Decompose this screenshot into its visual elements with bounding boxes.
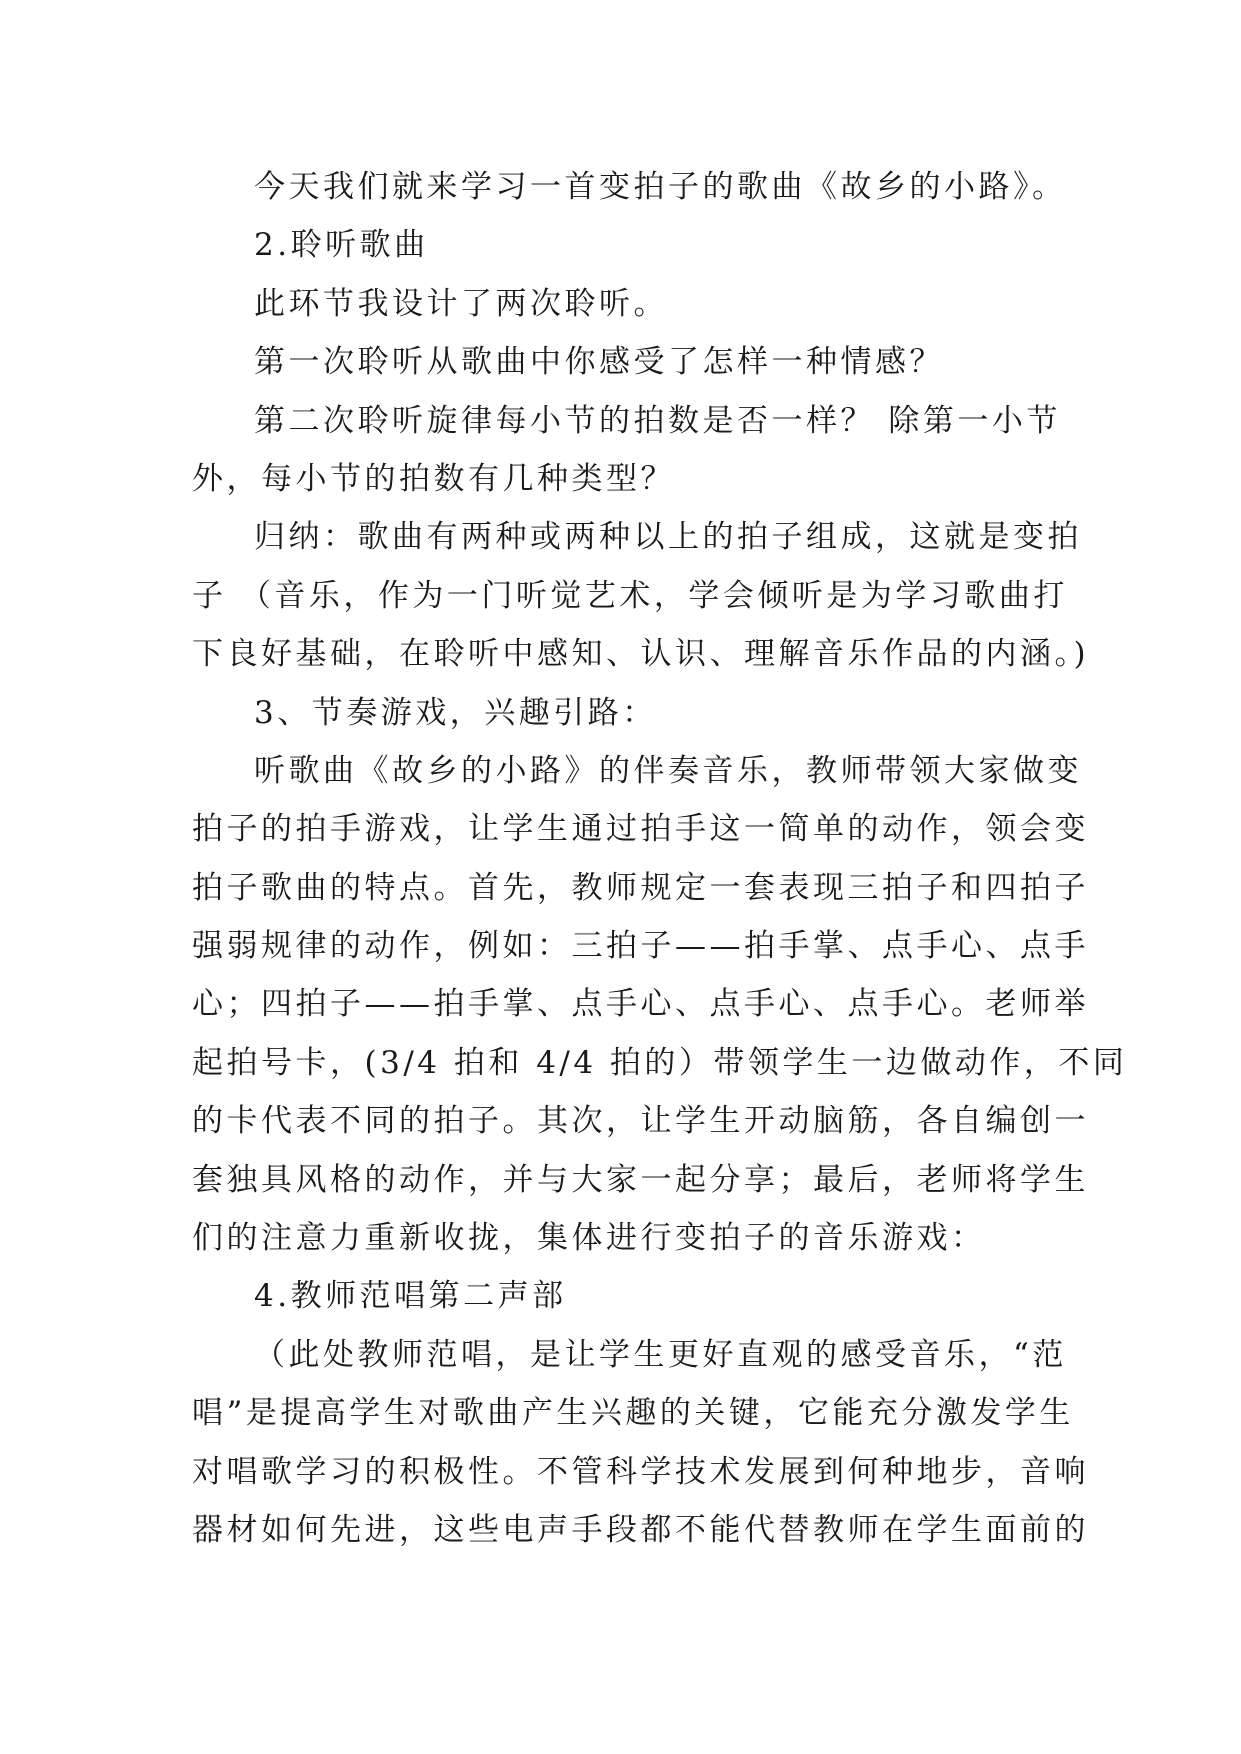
section-heading: 2.聆听歌曲 [254, 227, 429, 264]
text-line: 听歌曲《故乡的小路》的伴奏音乐，教师带领大家做变 [254, 752, 1082, 789]
text-line: 对唱歌学习的积极性。不管科学技术发展到何种地步，音响 [192, 1453, 1089, 1490]
text-line: 第一次聆听从歌曲中你感受了怎样一种情感？ [254, 344, 944, 381]
text-line: 拍子歌曲的特点。首先，教师规定一套表现三拍子和四拍子 [192, 869, 1089, 906]
text-line: 起拍号卡，(3/4 拍和 4/4 拍的）带领学生一边做动作，不同 [192, 1044, 1128, 1081]
text-line: 的卡代表不同的拍子。其次，让学生开动脑筋，各自编创一 [192, 1103, 1089, 1140]
text-line: （此处教师范唱，是让学生更好直观的感受音乐，“范 [254, 1336, 1067, 1373]
text-line: 强弱规律的动作，例如：三拍子——拍手掌、点手心、点手 [192, 928, 1089, 965]
section-heading: 3、节奏游戏，兴趣引路： [254, 694, 657, 731]
text-line: 外，每小节的拍数有几种类型？ [192, 460, 675, 497]
text-line: 归纳：歌曲有两种或两种以上的拍子组成，这就是变拍 [254, 519, 1082, 556]
text-line: 第二次聆听旋律每小节的拍数是否一样？ 除第一小节 [254, 402, 1061, 439]
text-line: 拍子的拍手游戏，让学生通过拍手这一简单的动作，领会变 [192, 811, 1089, 848]
text-line: 唱”是提高学生对歌曲产生兴趣的关键，它能充分激发学生 [192, 1395, 1074, 1432]
document-body [192, 158, 1128, 1559]
section-heading: 4.教师范唱第二声部 [254, 1278, 567, 1315]
text-line: 此环节我设计了两次聆听。 [254, 285, 668, 322]
text-line: 心；四拍子——拍手掌、点手心、点手心、点手心。老师举 [192, 986, 1089, 1023]
text-line: 子 （音乐，作为一门听觉艺术，学会倾听是为学习歌曲打 [192, 577, 1068, 614]
text-line: 下良好基础，在聆听中感知、认识、理解音乐作品的内涵。) [192, 636, 1090, 673]
text-line: 器材如何先进，这些电声手段都不能代替教师在学生面前的 [192, 1511, 1089, 1548]
text-line: 今天我们就来学习一首变拍子的歌曲《故乡的小路》。 [254, 169, 1067, 205]
text-line: 套独具风格的动作，并与大家一起分享；最后，老师将学生 [192, 1161, 1089, 1198]
text-line: 们的注意力重新收拢，集体进行变拍子的音乐游戏： [192, 1220, 986, 1257]
